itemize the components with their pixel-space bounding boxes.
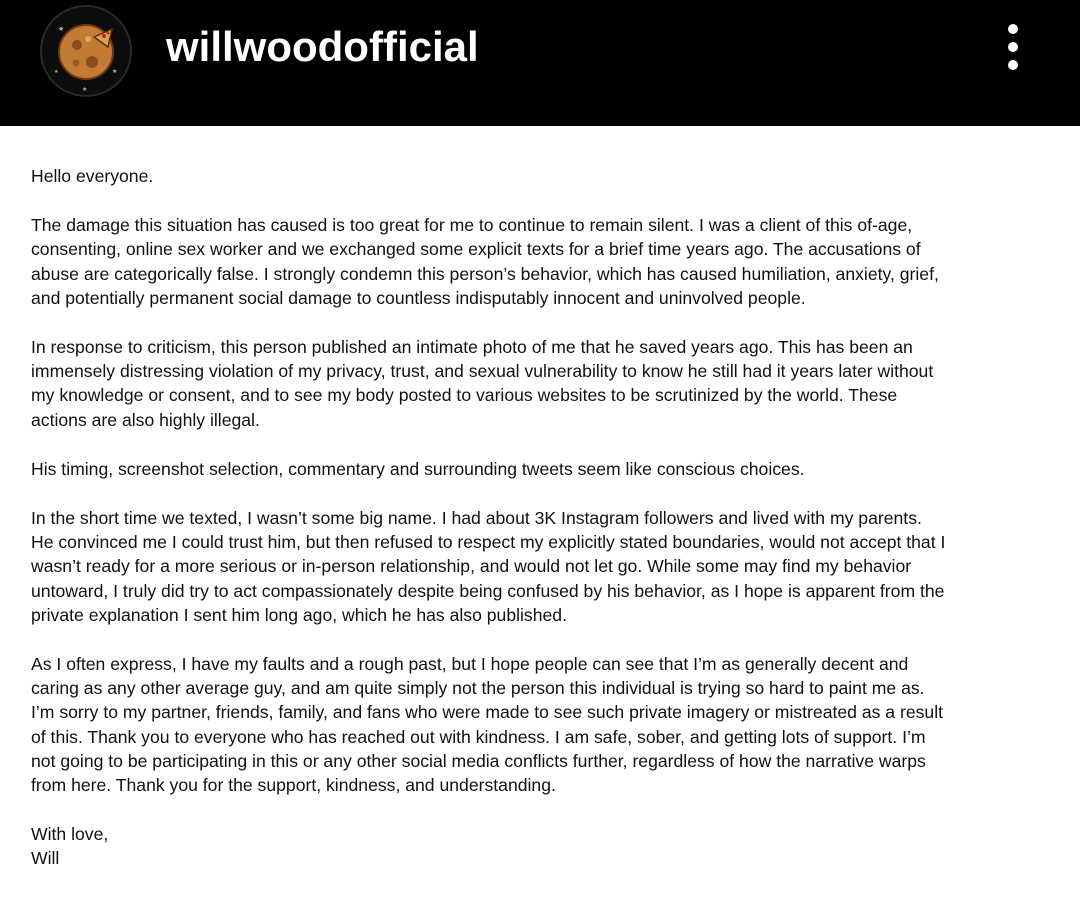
statement-line: His timing, screenshot selection, commentary and surrounding tweets seem like conscious choices. [31,458,805,479]
statement-line: Will [31,848,60,869]
more-vertical-icon [1008,24,1018,34]
svg-text:★: ★ [54,69,59,75]
statement-line: abuse are categorically false. I strongly condemn this person’s behavior, which has caused humiliation, anxiety, grief, [31,263,939,284]
statement-paragraph [31,164,1073,188]
statement-line: my knowledge or consent, and to see my body posted to various websites to be scrutinized by the world. These [31,385,898,406]
more-options-button[interactable] [996,20,1032,76]
statement-line: caring as any other average guy, and am quite simply not the person this individual is trying so hard to paint me as. [31,678,925,699]
statement-line: He convinced me I could trust him, but then refused to respect my explicitly stated boundaries, would not accept that I [31,532,946,553]
statement-line: private explanation I sent him long ago, which he has also published. [31,604,567,625]
statement-paragraph [31,652,1073,797]
statement-line: and potentially permanent social damage to countless indisputably innocent and uninvolved people. [31,287,806,308]
statement-line: In response to criticism, this person published an intimate photo of me that he saved years ago. This has been an [31,337,913,358]
post-statement-text [31,164,1073,896]
pizza-moon-avatar-icon [42,7,130,95]
svg-text:★: ★ [112,68,118,75]
statement-line: consenting, online sex worker and we exchanged some explicit texts for a brief time years ago. The accusations of [31,239,921,260]
post-header [0,0,1080,126]
statement-line: from here. Thank you for the support, kindness, and understanding. [31,775,556,796]
statement-line: untoward, I truly did try to act compassionately despite being confused by his behavior, as I hope is apparent from the [31,580,945,601]
svg-text:★: ★ [82,86,88,93]
statement-line: not going to be participating in this or any other social media conflicts further, regardless of how the narrative warps [31,750,926,771]
statement-paragraph [31,335,1073,432]
more-vertical-icon-dot [1008,42,1018,52]
more-vertical-icon-dot [1008,60,1018,70]
statement-paragraph [31,822,1073,870]
profile-avatar[interactable] [40,5,132,97]
statement-paragraph [31,213,1073,310]
statement-line: In the short time we texted, I wasn’t some big name. I had about 3K Instagram followers and lived with my parents. [31,508,922,529]
username[interactable]: willwoodofficial [166,23,479,70]
statement-line: immensely distressing violation of my privacy, trust, and sexual vulnerability to know he still had it years later without [31,361,934,382]
statement-line: The damage this situation has caused is too great for me to continue to remain silent. I was a client of this of-age, [31,215,913,236]
statement-line: I’m sorry to my partner, friends, family, and fans who were made to see such private imagery or mistreated as a result [31,702,943,723]
statement-line: Hello everyone. [31,166,154,186]
statement-line: With love, [31,824,109,845]
statement-line: As I often express, I have my faults and a rough past, but I hope people can see that I’m as generally decent and [31,654,909,675]
statement-paragraph [31,506,1073,627]
svg-text:★: ★ [58,25,65,33]
statement-paragraph [31,457,1073,481]
statement-line: wasn’t ready for a more serious or in-person relationship, and would not let go. While some may find my behavior [31,556,912,577]
statement-line: of this. Thank you to everyone who has reached out with kindness. I am safe, sober, and getting lots of support. I’m [31,726,926,747]
statement-line: actions are also highly illegal. [31,409,260,430]
